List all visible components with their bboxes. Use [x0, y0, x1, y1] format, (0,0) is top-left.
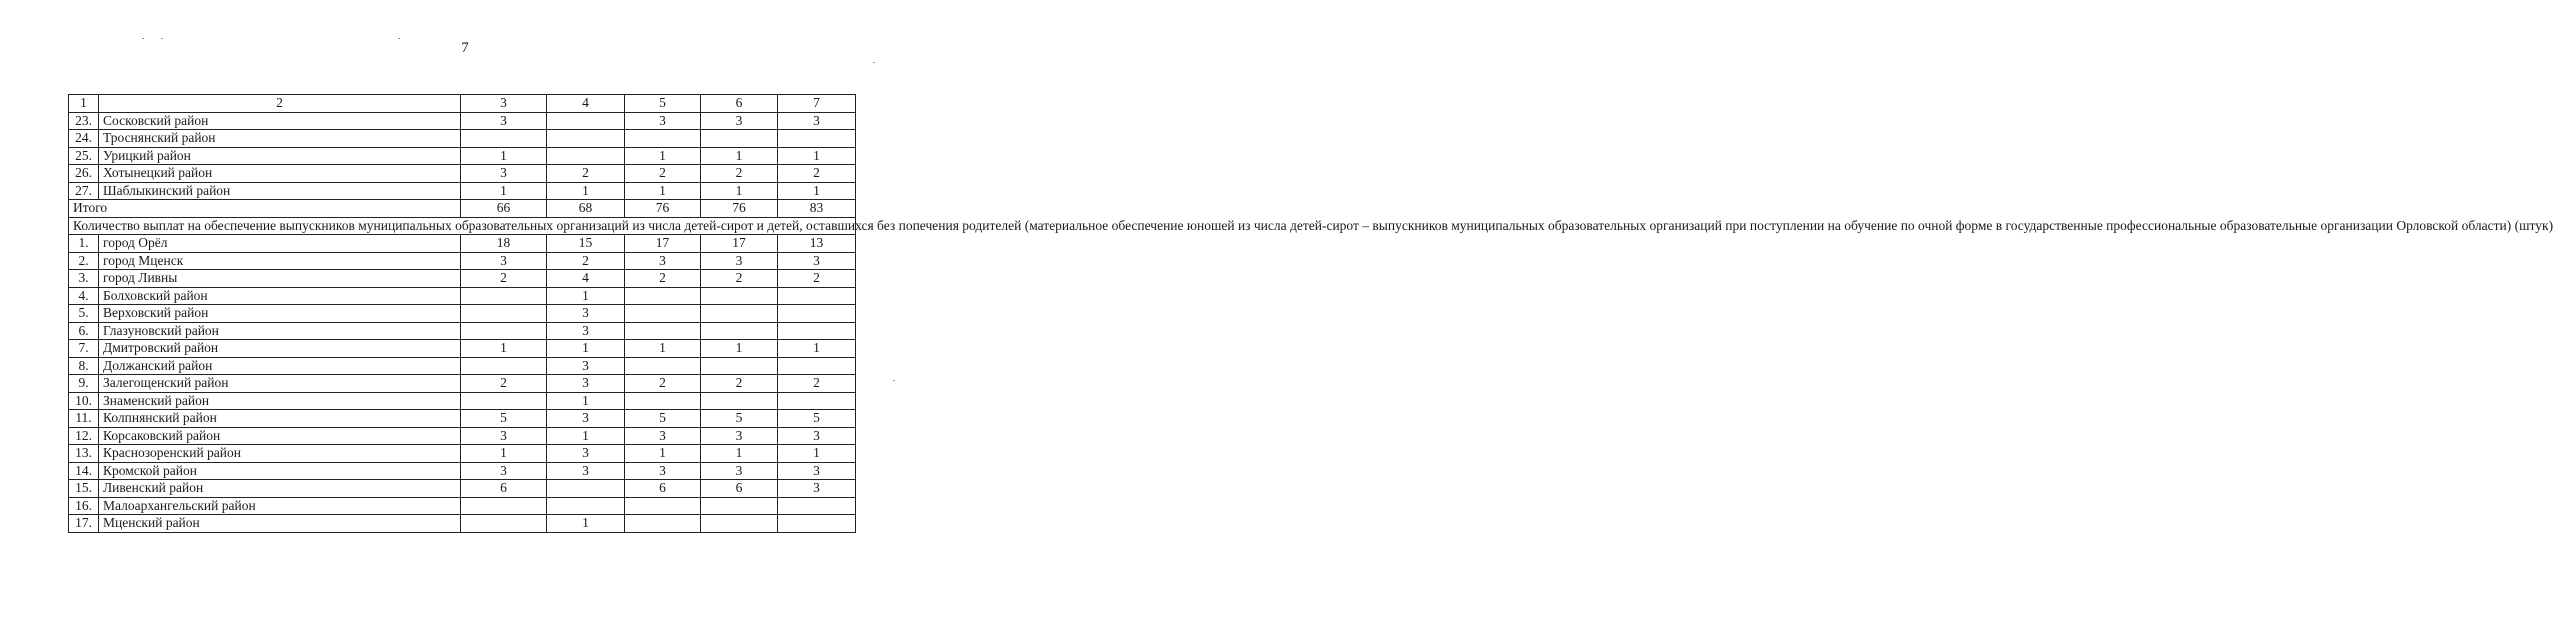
district-name: Знаменский район — [99, 392, 461, 410]
row-number: 2. — [69, 252, 99, 270]
district-name: Дмитровский район — [99, 340, 461, 358]
value-cell — [461, 130, 547, 148]
table-row — [69, 497, 856, 515]
value-cell: 4 — [547, 270, 625, 288]
column-header: 7 — [778, 95, 856, 113]
value-cell: 3 — [547, 357, 625, 375]
value-cell: 2 — [701, 165, 778, 183]
row-number: 6. — [69, 322, 99, 340]
scan-speck — [142, 38, 144, 39]
value-cell: 1 — [547, 392, 625, 410]
row-number: 11. — [69, 410, 99, 428]
value-cell: 1 — [778, 182, 856, 200]
page-number: 7 — [461, 40, 469, 56]
total-row — [69, 200, 856, 218]
value-cell: 2 — [547, 252, 625, 270]
value-cell: 3 — [701, 462, 778, 480]
row-number: 17. — [69, 515, 99, 533]
table-row — [69, 182, 856, 200]
value-cell: 3 — [701, 112, 778, 130]
value-cell: 1 — [778, 445, 856, 463]
district-name: Урицкий район — [99, 147, 461, 165]
district-name: Должанский район — [99, 357, 461, 375]
value-cell: 2 — [778, 165, 856, 183]
district-name: Кромской район — [99, 462, 461, 480]
total-value: 68 — [547, 200, 625, 218]
value-cell: 3 — [625, 427, 701, 445]
value-cell — [461, 322, 547, 340]
table-row — [69, 287, 856, 305]
value-cell: 1 — [625, 147, 701, 165]
value-cell: 3 — [778, 112, 856, 130]
value-cell: 3 — [547, 322, 625, 340]
value-cell — [461, 497, 547, 515]
value-cell: 3 — [778, 252, 856, 270]
value-cell: 1 — [547, 182, 625, 200]
district-name: Мценский район — [99, 515, 461, 533]
table-row — [69, 392, 856, 410]
value-cell — [547, 497, 625, 515]
value-cell: 3 — [547, 445, 625, 463]
value-cell — [701, 130, 778, 148]
value-cell — [778, 357, 856, 375]
value-cell: 3 — [461, 462, 547, 480]
value-cell: 3 — [625, 462, 701, 480]
value-cell: 2 — [778, 375, 856, 393]
value-cell — [701, 357, 778, 375]
table-row — [69, 305, 856, 323]
value-cell: 1 — [547, 287, 625, 305]
value-cell: 3 — [625, 252, 701, 270]
scan-speck — [893, 380, 895, 381]
table-row — [69, 515, 856, 533]
value-cell: 6 — [701, 480, 778, 498]
value-cell: 1 — [778, 340, 856, 358]
value-cell — [625, 322, 701, 340]
value-cell — [625, 392, 701, 410]
value-cell: 17 — [701, 235, 778, 253]
column-header: 2 — [99, 95, 461, 113]
value-cell — [625, 305, 701, 323]
row-number: 16. — [69, 497, 99, 515]
district-name: Хотынецкий район — [99, 165, 461, 183]
column-number-row — [69, 95, 856, 113]
value-cell: 13 — [778, 235, 856, 253]
value-cell — [461, 305, 547, 323]
row-number: 23. — [69, 112, 99, 130]
district-name: Краснозоренский район — [99, 445, 461, 463]
district-name: Болховский район — [99, 287, 461, 305]
row-number: 10. — [69, 392, 99, 410]
value-cell: 15 — [547, 235, 625, 253]
value-cell: 1 — [701, 340, 778, 358]
value-cell: 1 — [547, 515, 625, 533]
table-row — [69, 445, 856, 463]
value-cell: 3 — [461, 252, 547, 270]
value-cell: 3 — [547, 410, 625, 428]
row-number: 8. — [69, 357, 99, 375]
value-cell: 5 — [778, 410, 856, 428]
row-number: 15. — [69, 480, 99, 498]
value-cell — [547, 112, 625, 130]
district-name: город Ливны — [99, 270, 461, 288]
value-cell — [461, 515, 547, 533]
value-cell: 3 — [547, 462, 625, 480]
value-cell — [778, 515, 856, 533]
total-value: 76 — [701, 200, 778, 218]
table-row — [69, 112, 856, 130]
district-name: город Мценск — [99, 252, 461, 270]
row-number: 13. — [69, 445, 99, 463]
column-header: 4 — [547, 95, 625, 113]
value-cell: 6 — [461, 480, 547, 498]
table-row — [69, 427, 856, 445]
value-cell: 3 — [778, 427, 856, 445]
value-cell — [701, 322, 778, 340]
column-header: 3 — [461, 95, 547, 113]
table-row — [69, 357, 856, 375]
value-cell: 2 — [625, 375, 701, 393]
district-name: Малоархангельский район — [99, 497, 461, 515]
table-row — [69, 252, 856, 270]
value-cell — [547, 130, 625, 148]
value-cell: 18 — [461, 235, 547, 253]
value-cell: 2 — [778, 270, 856, 288]
value-cell: 5 — [625, 410, 701, 428]
total-value: 76 — [625, 200, 701, 218]
row-number: 9. — [69, 375, 99, 393]
value-cell: 2 — [461, 270, 547, 288]
value-cell: 2 — [461, 375, 547, 393]
value-cell: 2 — [547, 165, 625, 183]
value-cell: 2 — [701, 375, 778, 393]
district-name: Верховский район — [99, 305, 461, 323]
value-cell — [547, 147, 625, 165]
section-heading: Количество выплат на обеспечение выпускников муниципальных образовательных организаций из числа детей-сирот и детей, оставшихся без попечения родителей (материальное обеспечение юношей из числа детей-сирот – выпускников муниципальных образовательных организаций при поступлении на обучение по очной форме в государственные профессиональные образовательные организации Орловской области) (штук) — [69, 217, 856, 235]
value-cell — [778, 322, 856, 340]
scan-speck — [873, 62, 875, 63]
value-cell — [778, 497, 856, 515]
column-header: 1 — [69, 95, 99, 113]
table-row — [69, 462, 856, 480]
value-cell — [625, 497, 701, 515]
value-cell: 3 — [461, 165, 547, 183]
row-number: 12. — [69, 427, 99, 445]
value-cell — [701, 392, 778, 410]
value-cell: 1 — [461, 182, 547, 200]
scan-speck — [161, 38, 163, 39]
table-row — [69, 410, 856, 428]
column-header: 5 — [625, 95, 701, 113]
value-cell — [701, 515, 778, 533]
value-cell: 3 — [547, 375, 625, 393]
value-cell: 5 — [701, 410, 778, 428]
value-cell — [461, 392, 547, 410]
value-cell: 1 — [461, 445, 547, 463]
value-cell: 1 — [625, 445, 701, 463]
value-cell: 1 — [701, 182, 778, 200]
scan-speck — [398, 38, 400, 39]
value-cell: 3 — [461, 112, 547, 130]
row-number: 7. — [69, 340, 99, 358]
value-cell: 1 — [625, 182, 701, 200]
row-number: 24. — [69, 130, 99, 148]
row-number: 1. — [69, 235, 99, 253]
value-cell: 1 — [701, 147, 778, 165]
value-cell — [778, 305, 856, 323]
value-cell: 1 — [547, 427, 625, 445]
value-cell: 5 — [461, 410, 547, 428]
row-number: 4. — [69, 287, 99, 305]
district-name: Колпнянский район — [99, 410, 461, 428]
value-cell — [625, 357, 701, 375]
value-cell — [701, 305, 778, 323]
column-header: 6 — [701, 95, 778, 113]
table-row — [69, 322, 856, 340]
value-cell — [547, 480, 625, 498]
value-cell: 3 — [461, 427, 547, 445]
district-name: город Орёл — [99, 235, 461, 253]
value-cell: 3 — [778, 462, 856, 480]
table-row — [69, 130, 856, 148]
value-cell: 1 — [461, 147, 547, 165]
value-cell: 2 — [625, 270, 701, 288]
value-cell — [625, 287, 701, 305]
total-value: 83 — [778, 200, 856, 218]
row-number: 26. — [69, 165, 99, 183]
table-row — [69, 375, 856, 393]
value-cell: 17 — [625, 235, 701, 253]
total-value: 66 — [461, 200, 547, 218]
district-name: Ливенский район — [99, 480, 461, 498]
value-cell: 1 — [547, 340, 625, 358]
value-cell: 3 — [625, 112, 701, 130]
row-number: 27. — [69, 182, 99, 200]
table-row — [69, 235, 856, 253]
value-cell — [625, 130, 701, 148]
row-number: 3. — [69, 270, 99, 288]
value-cell — [625, 515, 701, 533]
value-cell — [778, 392, 856, 410]
section-heading-row — [69, 217, 856, 235]
value-cell: 1 — [461, 340, 547, 358]
district-name: Корсаковский район — [99, 427, 461, 445]
value-cell: 3 — [547, 305, 625, 323]
value-cell: 1 — [625, 340, 701, 358]
table-row — [69, 147, 856, 165]
table-row — [69, 480, 856, 498]
value-cell: 6 — [625, 480, 701, 498]
value-cell: 1 — [778, 147, 856, 165]
district-name: Троснянский район — [99, 130, 461, 148]
allocation-table — [68, 94, 2553, 533]
value-cell — [701, 497, 778, 515]
district-name: Шаблыкинский район — [99, 182, 461, 200]
value-cell: 3 — [778, 480, 856, 498]
value-cell — [778, 130, 856, 148]
value-cell: 3 — [701, 427, 778, 445]
value-cell — [778, 287, 856, 305]
value-cell — [461, 357, 547, 375]
row-number: 14. — [69, 462, 99, 480]
value-cell — [461, 287, 547, 305]
table-row — [69, 270, 856, 288]
value-cell: 1 — [701, 445, 778, 463]
value-cell: 3 — [701, 252, 778, 270]
district-name: Сосковский район — [99, 112, 461, 130]
table-row — [69, 165, 856, 183]
value-cell: 2 — [625, 165, 701, 183]
district-name: Залегощенский район — [99, 375, 461, 393]
row-number: 25. — [69, 147, 99, 165]
district-name: Глазуновский район — [99, 322, 461, 340]
table-row — [69, 340, 856, 358]
value-cell: 2 — [701, 270, 778, 288]
total-label: Итого — [69, 200, 461, 218]
value-cell — [701, 287, 778, 305]
row-number: 5. — [69, 305, 99, 323]
